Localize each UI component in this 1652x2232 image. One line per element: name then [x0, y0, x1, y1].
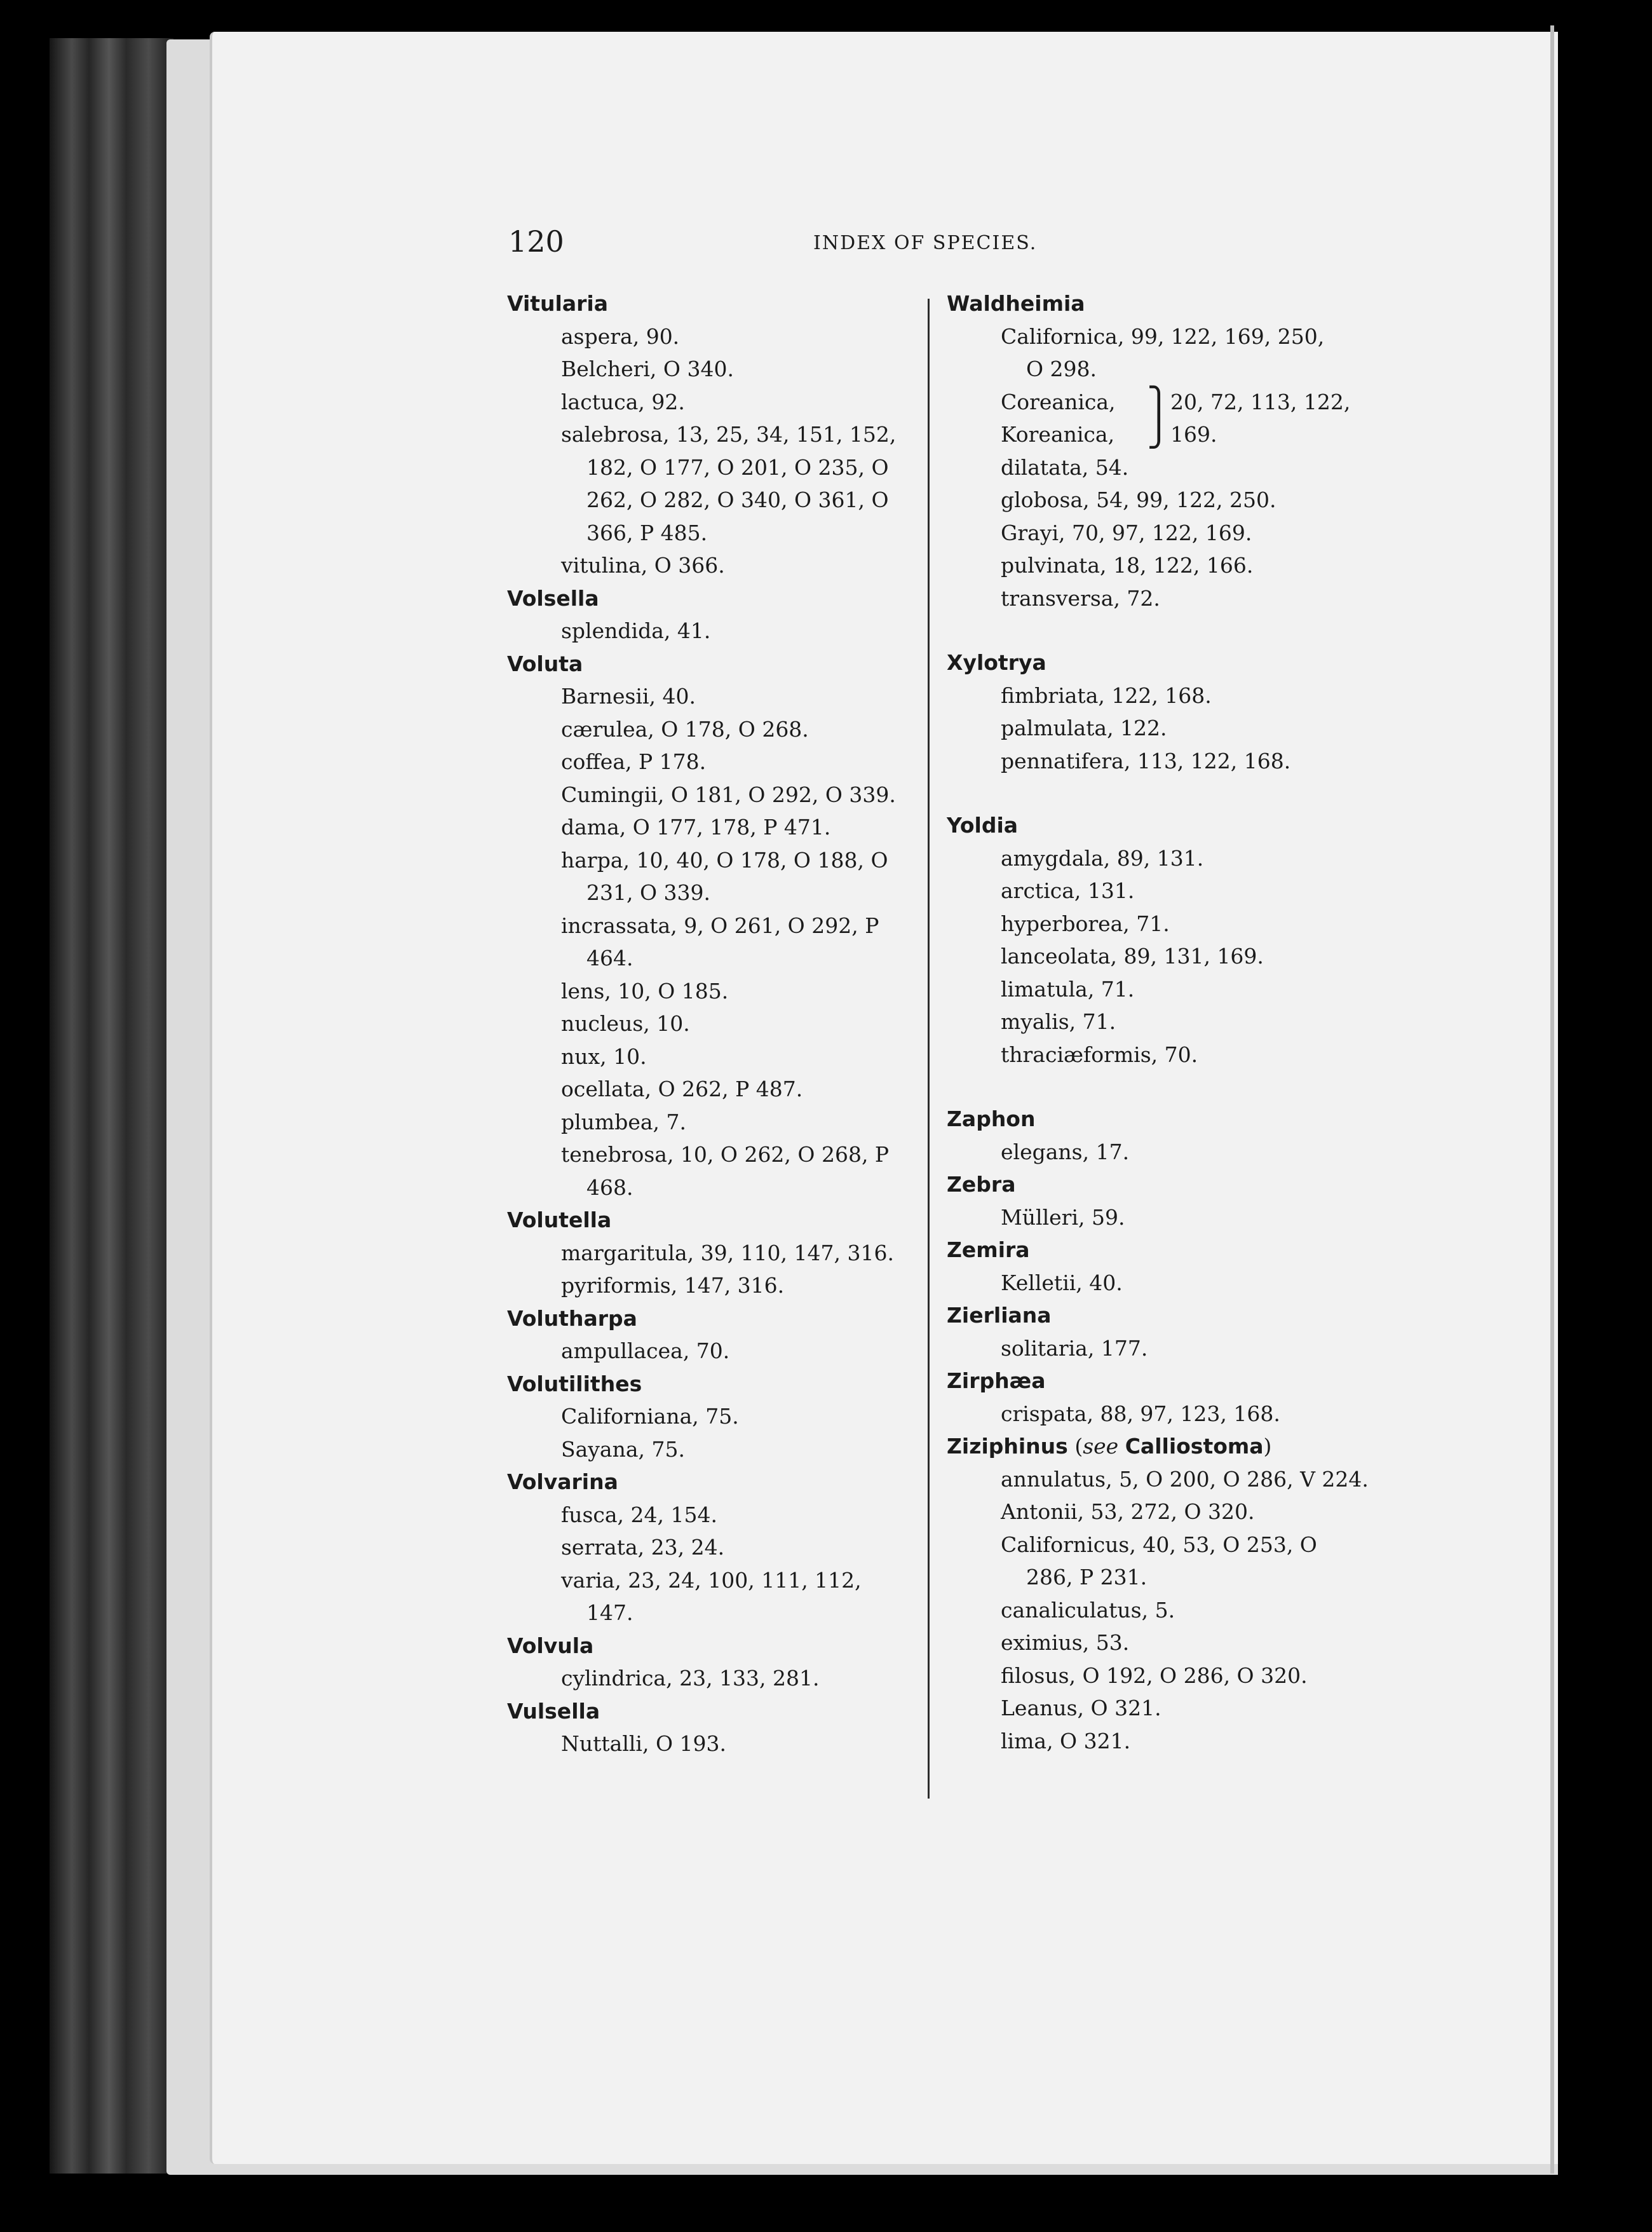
species-entry: myalis, 71. [1001, 1009, 1116, 1034]
species-entry-continued: 286, P 231. [1026, 1565, 1148, 1589]
species-entry [947, 412, 1391, 451]
brace-glyph: ⎭ [1147, 412, 1171, 449]
species-entry: amygdala, 89, 131. [1001, 845, 1204, 871]
species-entry: Cumingii, O 181, O 292, O 339. [561, 782, 896, 807]
genus-heading: Volsella [507, 585, 599, 611]
species-entry: cylindrica, 23, 133, 281. [561, 1666, 820, 1691]
species-entry: Californicus, 40, 53, O 253, O [1001, 1532, 1317, 1557]
species-name: Coreanica, [1001, 389, 1116, 414]
species-entry: varia, 23, 24, 100, 111, 112, [561, 1567, 862, 1593]
species-entry: cærulea, O 178, O 268. [561, 716, 809, 742]
genus-heading: Volutharpa [507, 1305, 637, 1331]
species-entry-continued: 231, O 339. [586, 880, 710, 905]
species-entry: dama, O 177, 178, P 471. [561, 815, 831, 840]
species-entry: ocellata, O 262, P 487. [561, 1077, 803, 1101]
species-entry: harpa, 10, 40, O 178, O 188, O [561, 847, 888, 873]
index-column-left [507, 287, 920, 1760]
genus-name: Ziziphinus [947, 1434, 1068, 1459]
close-paren: ) [1263, 1434, 1272, 1459]
species-entry: Antonii, 53, 272, O 320. [1001, 1499, 1255, 1524]
page-number: 120 [508, 224, 564, 259]
species-entry: transversa, 72. [1001, 585, 1160, 611]
genus-heading: Volutilithes [507, 1371, 642, 1396]
species-entry: Grayi, 70, 97, 122, 169. [1001, 520, 1252, 545]
species-entry: elegans, 17. [1001, 1139, 1130, 1164]
species-entry: limatula, 71. [1001, 976, 1135, 1002]
page-edge [1550, 25, 1554, 2174]
species-entry: pulvinata, 18, 122, 166. [1001, 553, 1254, 578]
species-entry: solitaria, 177. [1001, 1335, 1148, 1361]
brace-glyph: ⎫ [1147, 385, 1171, 423]
section-gap [947, 615, 1391, 646]
open-paren: ( [1074, 1434, 1083, 1459]
species-entry: nucleus, 10. [561, 1011, 690, 1036]
species-entry: incrassata, 9, O 261, O 292, P [561, 913, 879, 938]
species-entry: Mülleri, 59. [1001, 1204, 1125, 1230]
species-refs: 20, 72, 113, 122, [1170, 389, 1351, 414]
species-entry-continued: 468. [586, 1174, 633, 1200]
referenced-genus: Calliostoma [1125, 1434, 1264, 1459]
species-entry: canaliculatus, 5. [1001, 1597, 1175, 1623]
species-entry: hyperborea, 71. [1001, 911, 1170, 936]
running-title: INDEX OF SPECIES. [813, 232, 1038, 254]
species-entry-continued: 464. [586, 946, 633, 970]
species-entry: palmulata, 122. [1001, 716, 1167, 740]
species-entry-continued: 366, P 485. [586, 520, 708, 545]
species-entry: lactuca, 92. [561, 389, 685, 414]
species-entry: Sayana, 75. [561, 1436, 685, 1462]
genus-heading: Vitularia [507, 291, 608, 316]
species-entry: coffea, P 178. [561, 749, 707, 774]
species-entry: annulatus, 5, O 200, O 286, V 224. [1001, 1466, 1369, 1492]
species-entry: Californiana, 75. [561, 1404, 739, 1429]
genus-heading: Zirphæa [947, 1368, 1046, 1393]
genus-heading: Zemira [947, 1237, 1030, 1262]
genus-heading: Xylotrya [947, 650, 1046, 675]
species-entry: eximius, 53. [1001, 1630, 1130, 1655]
species-entry: fusca, 24, 154. [561, 1502, 717, 1527]
species-entry-continued: 182, O 177, O 201, O 235, O [586, 454, 889, 480]
species-entry: splendida, 41. [561, 618, 711, 643]
species-entry: globosa, 54, 99, 122, 250. [1001, 487, 1276, 512]
species-entry: tenebrosa, 10, O 262, O 268, P [561, 1142, 890, 1167]
genus-heading: Volutella [507, 1208, 612, 1232]
genus-heading: Zebra [947, 1172, 1016, 1197]
genus-heading: Zierliana [947, 1303, 1052, 1328]
species-entry: Belcheri, O 340. [561, 357, 734, 381]
species-entry: crispata, 88, 97, 123, 168. [1001, 1401, 1280, 1426]
species-entry: salebrosa, 13, 25, 34, 151, 152, [561, 422, 897, 447]
species-entry-continued: 147. [586, 1600, 633, 1625]
species-entry: margaritula, 39, 110, 147, 316. [561, 1240, 894, 1265]
genus-heading: Zaphon [947, 1106, 1036, 1131]
species-entry: aspera, 90. [561, 323, 680, 349]
index-column-right [947, 287, 1391, 1757]
genus-heading-with-reference [947, 1430, 1391, 1463]
species-entry: nux, 10. [561, 1044, 647, 1069]
background-strip [1558, 0, 1652, 2232]
species-entry: lens, 10, O 185. [561, 978, 729, 1004]
species-refs: 169. [1170, 422, 1217, 447]
species-entry: arctica, 131. [1001, 878, 1135, 903]
species-entry: filosus, O 192, O 286, O 320. [1001, 1663, 1308, 1688]
species-entry: Leanus, O 321. [1001, 1696, 1161, 1720]
section-gap [947, 1071, 1391, 1103]
species-entry: serrata, 23, 24. [561, 1535, 725, 1560]
genus-heading: Voluta [507, 651, 583, 676]
species-entry: dilatata, 54. [1001, 454, 1129, 480]
species-entry: vitulina, O 366. [561, 553, 725, 578]
genus-heading: Waldheimia [947, 291, 1085, 316]
species-entry: Californica, 99, 122, 169, 250, [1001, 323, 1325, 349]
genus-heading: Yoldia [947, 813, 1019, 838]
species-entry: plumbea, 7. [561, 1109, 687, 1134]
species-entry-continued: O 298. [1026, 357, 1097, 381]
species-entry: Nuttalli, O 193. [561, 1731, 726, 1756]
genus-heading: Vulsella [507, 1698, 600, 1724]
species-entry: pennatifera, 113, 122, 168. [1001, 748, 1291, 773]
species-entry: pyriformis, 147, 316. [561, 1273, 785, 1298]
species-entry: lanceolata, 89, 131, 169. [1001, 944, 1264, 969]
species-entry: Kelletii, 40. [1001, 1270, 1123, 1295]
species-name: Koreanica, [1001, 422, 1115, 447]
species-entry-continued: 262, O 282, O 340, O 361, O [586, 487, 889, 512]
genus-heading: Volvarina [507, 1469, 618, 1494]
species-entry: lima, O 321. [1001, 1728, 1131, 1753]
species-entry: fimbriata, 122, 168. [1001, 683, 1212, 708]
see-reference-label: see [1083, 1434, 1119, 1459]
species-entry: thraciæformis, 70. [1001, 1042, 1198, 1067]
section-gap [947, 777, 1391, 809]
book-spine [50, 38, 173, 2174]
genus-heading: Volvula [507, 1633, 594, 1658]
species-entry: Barnesii, 40. [561, 684, 696, 709]
species-entry: ampullacea, 70. [561, 1338, 730, 1363]
column-divider [928, 299, 930, 1799]
